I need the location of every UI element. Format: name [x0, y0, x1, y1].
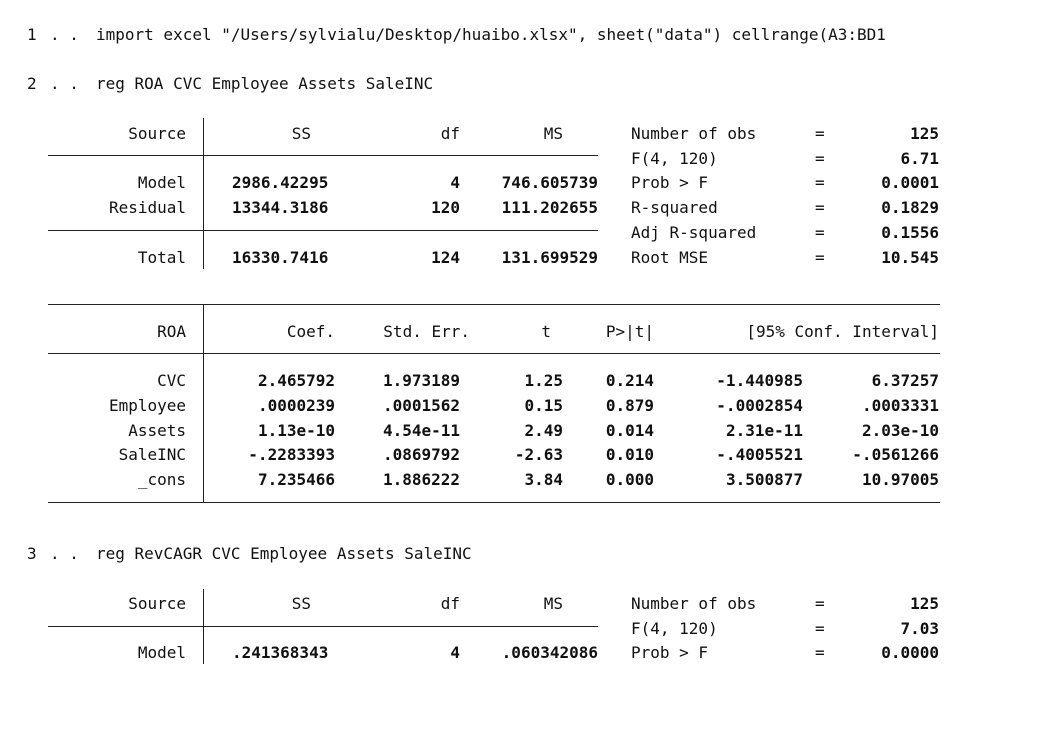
row-var: SaleINC — [118, 445, 186, 464]
row-ms: 131.699529 — [501, 248, 598, 267]
row-var: CVC — [157, 371, 186, 390]
command-text: reg ROA CVC Employee Assets SaleINC — [96, 74, 434, 93]
stat-value: 0.0001 — [881, 173, 939, 192]
row-var: _cons — [137, 470, 186, 489]
command-dots: . . — [50, 74, 79, 93]
stat-eq: = — [815, 643, 825, 662]
row-coef: 1.13e-10 — [257, 421, 335, 440]
row-ss: 2986.42295 — [232, 173, 329, 192]
row-ms: .060342086 — [501, 643, 598, 662]
table-rule — [48, 155, 598, 156]
row-var: Employee — [108, 396, 186, 415]
row-coef: .0000239 — [257, 396, 335, 415]
row-p: 0.214 — [605, 371, 654, 390]
stat-label: Prob > F — [631, 643, 709, 662]
stat-label: Number of obs — [631, 124, 757, 143]
header-se: Std. Err. — [383, 322, 470, 341]
row-se: 1.973189 — [382, 371, 460, 390]
stat-value: 0.0000 — [881, 643, 939, 662]
row-ms: 746.605739 — [501, 173, 598, 192]
stat-eq: = — [815, 619, 825, 638]
row-ci-hi: .0003331 — [861, 396, 939, 415]
header-source: Source — [128, 124, 186, 143]
table-rule — [48, 502, 940, 503]
table-rule — [48, 304, 940, 305]
stat-eq: = — [815, 248, 825, 267]
row-ci-hi: 6.37257 — [871, 371, 939, 390]
row-ci-lo: 3.500877 — [725, 470, 803, 489]
command-dots: . . — [50, 544, 79, 563]
stat-eq: = — [815, 198, 825, 217]
header-p: P>|t| — [605, 322, 654, 341]
header-df: df — [440, 594, 460, 613]
command-dots: . . — [50, 25, 79, 44]
row-t: 0.15 — [524, 396, 563, 415]
header-ms: MS — [543, 124, 563, 143]
header-ss: SS — [291, 124, 311, 143]
stat-label: Prob > F — [631, 173, 709, 192]
header-coef: Coef. — [286, 322, 335, 341]
header-t: t — [541, 322, 551, 341]
row-se: 4.54e-11 — [382, 421, 460, 440]
row-se: .0001562 — [382, 396, 460, 415]
row-ss: 16330.7416 — [232, 248, 329, 267]
row-t: -2.63 — [514, 445, 563, 464]
command-number: 3 — [27, 544, 37, 563]
stat-eq: = — [815, 124, 825, 143]
command-text: reg RevCAGR CVC Employee Assets SaleINC — [96, 544, 472, 563]
stat-label: R-squared — [631, 198, 718, 217]
stat-value: 125 — [910, 594, 939, 613]
row-p: 0.014 — [605, 421, 654, 440]
header-ss: SS — [291, 594, 311, 613]
table-divider — [203, 304, 204, 502]
table-rule — [48, 230, 598, 231]
row-ci-hi: 10.97005 — [861, 470, 939, 489]
stat-value: 6.71 — [900, 149, 939, 168]
stat-label: Root MSE — [631, 248, 709, 267]
command-text: import excel "/Users/sylvialu/Desktop/huaibo.xlsx", sheet("data") cellrange(A3:BD1 — [96, 25, 886, 44]
row-ci-hi: 2.03e-10 — [861, 421, 939, 440]
row-ci-lo: -.0002854 — [716, 396, 803, 415]
row-ms: 111.202655 — [501, 198, 598, 217]
row-source: Model — [137, 643, 186, 662]
row-t: 2.49 — [524, 421, 563, 440]
row-t: 3.84 — [524, 470, 563, 489]
row-se: .0869792 — [382, 445, 460, 464]
table-rule — [48, 353, 940, 354]
stat-label: Adj R-squared — [631, 223, 757, 242]
row-df: 4 — [450, 643, 460, 662]
row-df: 124 — [431, 248, 460, 267]
row-se: 1.886222 — [382, 470, 460, 489]
header-ci: [95% Conf. Interval] — [746, 322, 939, 341]
row-p: 0.000 — [605, 470, 654, 489]
stat-value: 0.1556 — [881, 223, 939, 242]
row-df: 4 — [450, 173, 460, 192]
command-number: 2 — [27, 74, 37, 93]
stat-value: 10.545 — [881, 248, 939, 267]
row-ss: .241368343 — [232, 643, 329, 662]
stat-value: 125 — [910, 124, 939, 143]
row-source: Total — [137, 248, 186, 267]
stat-eq: = — [815, 594, 825, 613]
stat-value: 7.03 — [900, 619, 939, 638]
row-ss: 13344.3186 — [232, 198, 329, 217]
row-coef: 2.465792 — [257, 371, 335, 390]
row-source: Residual — [108, 198, 186, 217]
row-source: Model — [137, 173, 186, 192]
row-p: 0.010 — [605, 445, 654, 464]
row-coef: 7.235466 — [257, 470, 335, 489]
stat-label: F(4, 120) — [631, 619, 718, 638]
row-ci-lo: -.4005521 — [716, 445, 803, 464]
row-var: Assets — [128, 421, 186, 440]
row-ci-lo: -1.440985 — [716, 371, 803, 390]
header-df: df — [440, 124, 460, 143]
row-ci-lo: 2.31e-11 — [725, 421, 803, 440]
stat-label: Number of obs — [631, 594, 757, 613]
row-t: 1.25 — [524, 371, 563, 390]
stat-value: 0.1829 — [881, 198, 939, 217]
stat-label: F(4, 120) — [631, 149, 718, 168]
row-p: 0.879 — [605, 396, 654, 415]
row-ci-hi: -.0561266 — [852, 445, 939, 464]
table-divider — [203, 118, 204, 269]
command-number: 1 — [27, 25, 37, 44]
row-df: 120 — [431, 198, 460, 217]
stat-eq: = — [815, 149, 825, 168]
header-ms: MS — [543, 594, 563, 613]
stat-eq: = — [815, 173, 825, 192]
header-source: Source — [128, 594, 186, 613]
stat-eq: = — [815, 223, 825, 242]
table-rule — [48, 626, 598, 627]
row-coef: -.2283393 — [248, 445, 335, 464]
header-var: ROA — [157, 322, 186, 341]
